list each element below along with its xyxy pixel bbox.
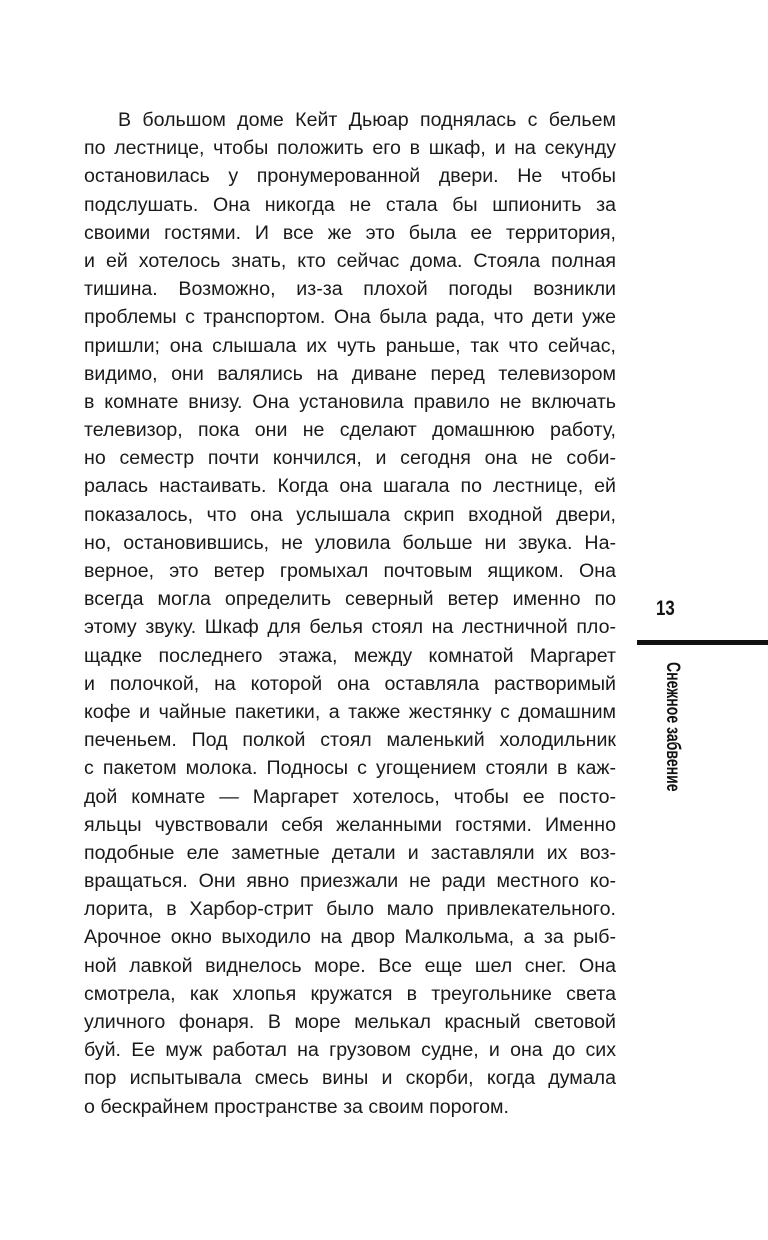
text-line: своими гостями. И все же это была ее территория,: [84, 221, 616, 244]
text-line: верное, это ветер громыхал почтовым ящиком. Она: [84, 560, 616, 582]
text-line: яльцы чувствовали себя желанными гостями. Именно: [84, 813, 616, 836]
text-line: подобные еле заметные детали и заставляли их воз-: [84, 841, 616, 864]
text-line: но семестр почти кончился, и сегодня она не соби-: [84, 447, 616, 470]
text-line: всегда могла определить северный ветер именно по: [84, 588, 616, 611]
running-title: Снежное забвение: [662, 662, 683, 792]
text-line: тишина. Возможно, из-за плохой погоды возникли: [84, 278, 616, 301]
text-line: подслушать. Она никогда не стала бы шпионить за: [84, 193, 616, 216]
text-line: видимо, они валялись на диване перед телевизором: [84, 362, 616, 385]
body-text: [84, 106, 616, 1121]
text-line: буй. Ее муж работал на грузовом судне, и она до сих: [84, 1039, 616, 1062]
text-line: по лестнице, чтобы положить его в шкаф, и на секунду: [84, 137, 616, 160]
text-line: телевизор, пока они не сделают домашнюю работу,: [84, 419, 616, 442]
text-line: Арочное окно выходило на двор Малкольма, а за рыб-: [84, 926, 616, 949]
text-line: В большом доме Кейт Дьюар поднялась с бельем: [118, 109, 616, 131]
text-line: кофе и чайные пакетики, а также жестянку с домашним: [84, 700, 616, 723]
text-line: пор испытывала смесь вины и скорби, когда думала: [84, 1067, 616, 1090]
page-number-rule: [637, 640, 768, 645]
text-line: проблемы с транспортом. Она была рада, что дети уже: [84, 306, 616, 329]
page-number: 13: [656, 597, 675, 620]
text-line: пришли; она слышала их чуть раньше, так что сейчас,: [84, 334, 616, 357]
text-line: щадке последнего этажа, между комнатой Маргарет: [84, 644, 616, 667]
text-line: и ей хотелось знать, кто сейчас дома. Стояла полная: [84, 249, 616, 272]
text-line: и полочкой, на которой она оставляла растворимый: [84, 672, 616, 695]
text-line: вращаться. Они явно приезжали не ради местного ко-: [84, 870, 616, 893]
text-line: остановилась у пронумерованной двери. Не чтобы: [84, 165, 616, 188]
text-line: смотрела, как хлопья кружатся в треугольнике света: [84, 982, 616, 1005]
text-line: но, остановившись, не уловила больше ни звука. На-: [84, 531, 616, 554]
text-line: дой комнате — Маргарет хотелось, чтобы ее посто-: [84, 785, 616, 808]
text-line: ралась настаивать. Когда она шагала по лестнице, ей: [84, 475, 616, 498]
text-line: этому звуку. Шкаф для белья стоял на лестничной пло-: [84, 616, 616, 639]
text-line: уличного фонаря. В море мелькал красный световой: [84, 1011, 616, 1033]
text-line: ной лавкой виднелось море. Все еще шел снег. Она: [84, 954, 616, 977]
text-line: с пакетом молока. Подносы с угощением стояли в каж-: [84, 757, 616, 780]
text-line: в комнате внизу. Она установила правило не включать: [84, 390, 616, 413]
text-line: печеньем. Под полкой стоял маленький холодильник: [84, 729, 616, 752]
text-line: лорита, в Харбор-стрит было мало привлекательного.: [84, 898, 616, 921]
text-line: о бескрайнем пространстве за своим порогом.: [84, 1095, 509, 1118]
text-line: показалось, что она услышала скрип входной двери,: [84, 503, 616, 526]
